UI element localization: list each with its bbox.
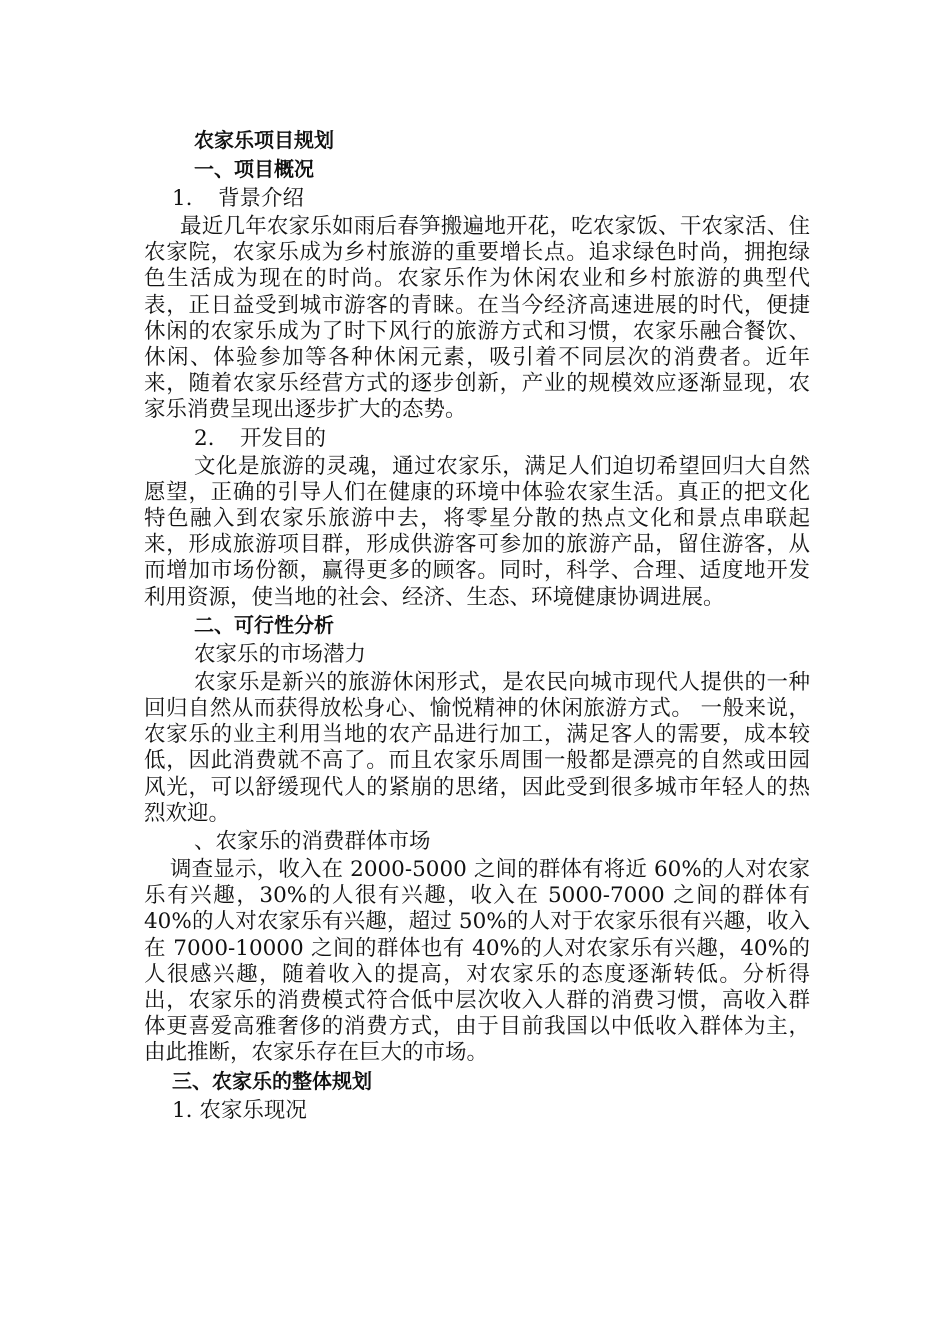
subsection-number: 1. <box>172 186 193 211</box>
subsection-market-potential: 农家乐的市场潜力 <box>194 641 367 667</box>
subsection-purpose <box>144 424 810 454</box>
paragraph-purpose: 文化是旅游的灵魂，通过农家乐，满足人们迫切希望回归大自然愿望，正确的引导人们在健康的环境中体验农家生活。真正的把文化特色融入到农家乐旅游中去，将零星分散的热点文化和景点串联起来，形成旅游项目群，形成供游客可参加的旅游产品，留住游客，从而增加市场份额，赢得更多的顾客。同时，科学、合理、适度地开发利用资源，使当地的社会、经济、生态、环境健康协调进展。 <box>144 453 810 610</box>
subsection-background <box>144 184 810 214</box>
subsection-consumer-market: 、农家乐的消费群体市场 <box>194 829 431 855</box>
subsection-number: 2. <box>194 425 215 451</box>
paragraph-market-potential: 农家乐是新兴的旅游休闲形式，是农民向城市现代人提供的一种回归自然从而获得放松身心、愉悦精神的休闲旅游方式。 一般来说，农家乐的业主利用当地的农产品进行加工，满足客人的需要，成本较低，因此消费就不高了。而且农家乐周围一般都是漂亮的自然或田园风光，可以舒缓现代人的紧崩的思绪，因此受到很多城市年轻人的热烈欢迎。 <box>144 669 810 826</box>
section-heading-feasibility: 二、可行性分析 <box>194 612 334 637</box>
section-heading-overview: 一、项目概况 <box>194 157 314 181</box>
document-title: 农家乐项目规划 <box>194 128 334 152</box>
subsection-label: 背景介绍 <box>218 186 305 211</box>
section-heading-overall-plan: 三、农家乐的整体规划 <box>172 1068 372 1093</box>
paragraph-consumer-market: 调查显示，收入在 2000-5000 之间的群体有将近 60%的人对农家乐有兴趣，30%的人很有兴趣，收入在 5000-7000 之间的群体有 40%的人对农家乐有兴趣，超过 50%的人对于农家乐很有兴趣，收入在 7000-10000 之间的群体也有 40%的人对农家乐有兴趣，40%的人很感兴趣，随着收入的提高，对农家乐的态度逐渐转低。分析得出，农家乐的消费模式符合低中层次收入人群的消费习惯，高收入群体更喜爱高雅奢侈的消费方式，由于目前我国以中低收入群体为主，由此推断，农家乐存在巨大的市场。 <box>144 857 810 1066</box>
subsection-label: 开发目的 <box>240 425 327 451</box>
subsection-current-status: 1. 农家乐现况 <box>172 1097 307 1123</box>
paragraph-background: 最近几年农家乐如雨后春笋搬遍地开花，吃农家饭、干农家活、住农家院，农家乐成为乡村旅游的重要增长点。追求绿色时尚，拥抱绿色生活成为现在的时尚。农家乐作为休闲农业和乡村旅游的典型代表，正日益受到城市游客的青睐。在当今经济高速进展的时代，便捷休闲的农家乐成为了时下风行的旅游方式和习惯，农家乐融合餐饮、休闲、体验参加等各种休闲元素，吸引着不同层次的消费者。近年来，随着农家乐经营方式的逐步创新，产业的规模效应逐渐显现，农家乐消费呈现出逐步扩大的态势。 <box>144 214 810 423</box>
